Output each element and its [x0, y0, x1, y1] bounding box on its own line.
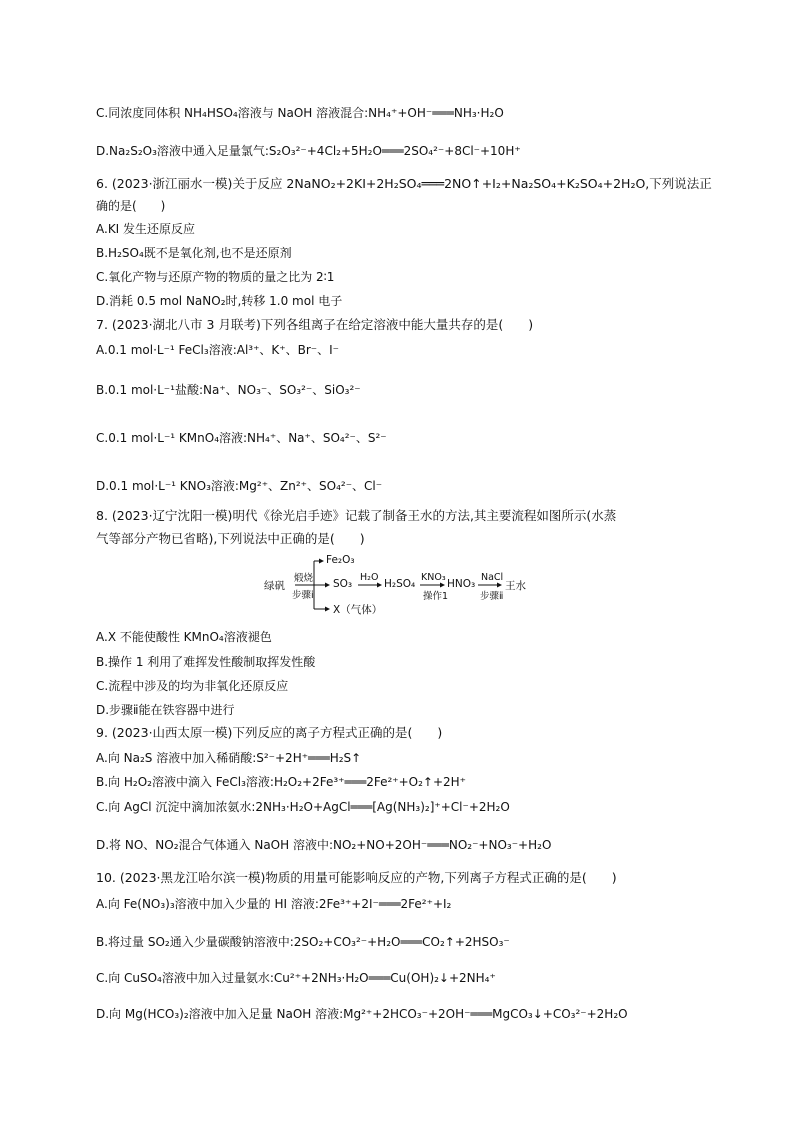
q6-option-a: A.KI 发生还原反应 — [96, 222, 196, 236]
diagram-aquaregia: 王水 — [505, 580, 526, 592]
q7-stem: 7. (2023·湖北八市 3 月联考)下列各组离子在给定溶液中能大量共存的是( ) — [96, 317, 534, 332]
q6-option-b: B.H₂SO₄既不是氧化剂,也不是还原剂 — [96, 246, 292, 260]
q5-option-c: C.同浓度同体积 NH₄HSO₄溶液与 NaOH 溶液混合:NH₄⁺+OH⁻═══NH₃·H₂O — [96, 106, 504, 120]
q6-option-d: D.消耗 0.5 mol NaNO₂时,转移 1.0 mol 电子 — [96, 294, 343, 308]
diagram-calcine: 煅烧 — [294, 573, 314, 584]
q7-option-a: A.0.1 mol·L⁻¹ FeCl₃溶液:Al³⁺、K⁺、Br⁻、I⁻ — [96, 343, 339, 357]
q7-option-c: C.0.1 mol·L⁻¹ KMnO₄溶液:NH₄⁺、Na⁺、SO₄²⁻、S²⁻ — [96, 431, 387, 445]
q8-option-c: C.流程中涉及的均为非氧化还原反应 — [96, 679, 289, 693]
q10-option-c: C.向 CuSO₄溶液中加入过量氨水:Cu²⁺+2NH₃·H₂O═══Cu(OH)₂↓+2NH₄⁺ — [96, 971, 496, 985]
diagram-nacl: NaCl — [481, 572, 504, 583]
diagram-kno3: KNO₃ — [421, 572, 446, 583]
q10-option-d: D.向 Mg(HCO₃)₂溶液中加入足量 NaOH 溶液:Mg²⁺+2HCO₃⁻+2OH⁻═══MgCO₃↓+CO₃²⁻+2H₂O — [96, 1007, 628, 1021]
q10-option-b: B.将过量 SO₂通入少量碳酸钠溶液中:2SO₂+CO₃²⁻+H₂O═══CO₂↑+2HSO₃⁻ — [96, 935, 510, 949]
diagram-greenvitriol: 绿矾 — [264, 580, 285, 592]
q9-option-d: D.将 NO、NO₂混合气体通入 NaOH 溶液中:NO₂+NO+2OH⁻═══NO₂⁻+NO₃⁻+H₂O — [96, 838, 552, 852]
diagram-water: H₂O — [360, 572, 379, 583]
q10-option-a: A.向 Fe(NO₃)₃溶液中加入少量的 HI 溶液:2Fe³⁺+2I⁻═══2Fe²⁺+I₂ — [96, 897, 452, 911]
q8-option-b: B.操作 1 利用了难挥发性酸制取挥发性酸 — [96, 655, 316, 669]
q9-option-c: C.向 AgCl 沉淀中滴加浓氨水:2NH₃·H₂O+AgCl═══[Ag(NH₃)₂]⁺+Cl⁻+2H₂O — [96, 800, 510, 814]
diagram-op1: 操作1 — [423, 591, 449, 602]
diagram-fe2o3: Fe₂O₃ — [326, 554, 355, 566]
q8-stem-cont: 气等部分产物已省略),下列说法中正确的是( ) — [96, 531, 365, 546]
q6-option-c: C.氧化产物与还原产物的物质的量之比为 2∶1 — [96, 270, 335, 284]
q6-stem-cont: 确的是( ) — [96, 199, 166, 213]
q5-option-d: D.Na₂S₂O₃溶液中通入足量氯气:S₂O₃²⁻+4Cl₂+5H₂O═══2SO₄²⁻+8Cl⁻+10H⁺ — [96, 144, 521, 158]
q6-stem: 6. (2023·浙江丽水一模)关于反应 2NaNO₂+2KI+2H₂SO₄═══2NO↑+I₂+Na₂SO₄+K₂SO₄+2H₂O,下列说法正 — [96, 176, 712, 191]
q9-option-a: A.向 Na₂S 溶液中加入稀硝酸:S²⁻+2H⁺═══H₂S↑ — [96, 751, 362, 765]
diagram-so3: SO₃ — [333, 578, 353, 590]
q8-stem: 8. (2023·辽宁沈阳一模)明代《徐光启手迹》记载了制备王水的方法,其主要流程如图所示(水蒸 — [96, 508, 617, 523]
q10-stem: 10. (2023·黑龙江哈尔滨一模)物质的用量可能影响反应的产物,下列离子方程式正确的是( ) — [96, 870, 617, 885]
diagram-step1: 步骤ⅰ — [292, 590, 314, 601]
diagram-gas-x: X（气体） — [333, 604, 383, 616]
diagram-step2: 步骤ⅱ — [480, 591, 504, 602]
q9-option-b: B.向 H₂O₂溶液中滴入 FeCl₃溶液:H₂O₂+2Fe³⁺═══2Fe²⁺+O₂↑+2H⁺ — [96, 775, 467, 789]
q9-stem: 9. (2023·山西太原一模)下列反应的离子方程式正确的是( ) — [96, 725, 443, 740]
q7-option-d: D.0.1 mol·L⁻¹ KNO₃溶液:Mg²⁺、Zn²⁺、SO₄²⁻、Cl⁻ — [96, 479, 383, 493]
diagram-hno3: HNO₃ — [447, 578, 476, 590]
q8-option-a: A.X 不能使酸性 KMnO₄溶液褪色 — [96, 630, 272, 644]
q8-option-d: D.步骤ⅱ能在铁容器中进行 — [96, 703, 235, 717]
diagram-h2so4: H₂SO₄ — [384, 578, 416, 590]
aqua-regia-flow-diagram — [262, 553, 542, 623]
q7-option-b: B.0.1 mol·L⁻¹盐酸:Na⁺、NO₃⁻、SO₃²⁻、SiO₃²⁻ — [96, 383, 361, 397]
